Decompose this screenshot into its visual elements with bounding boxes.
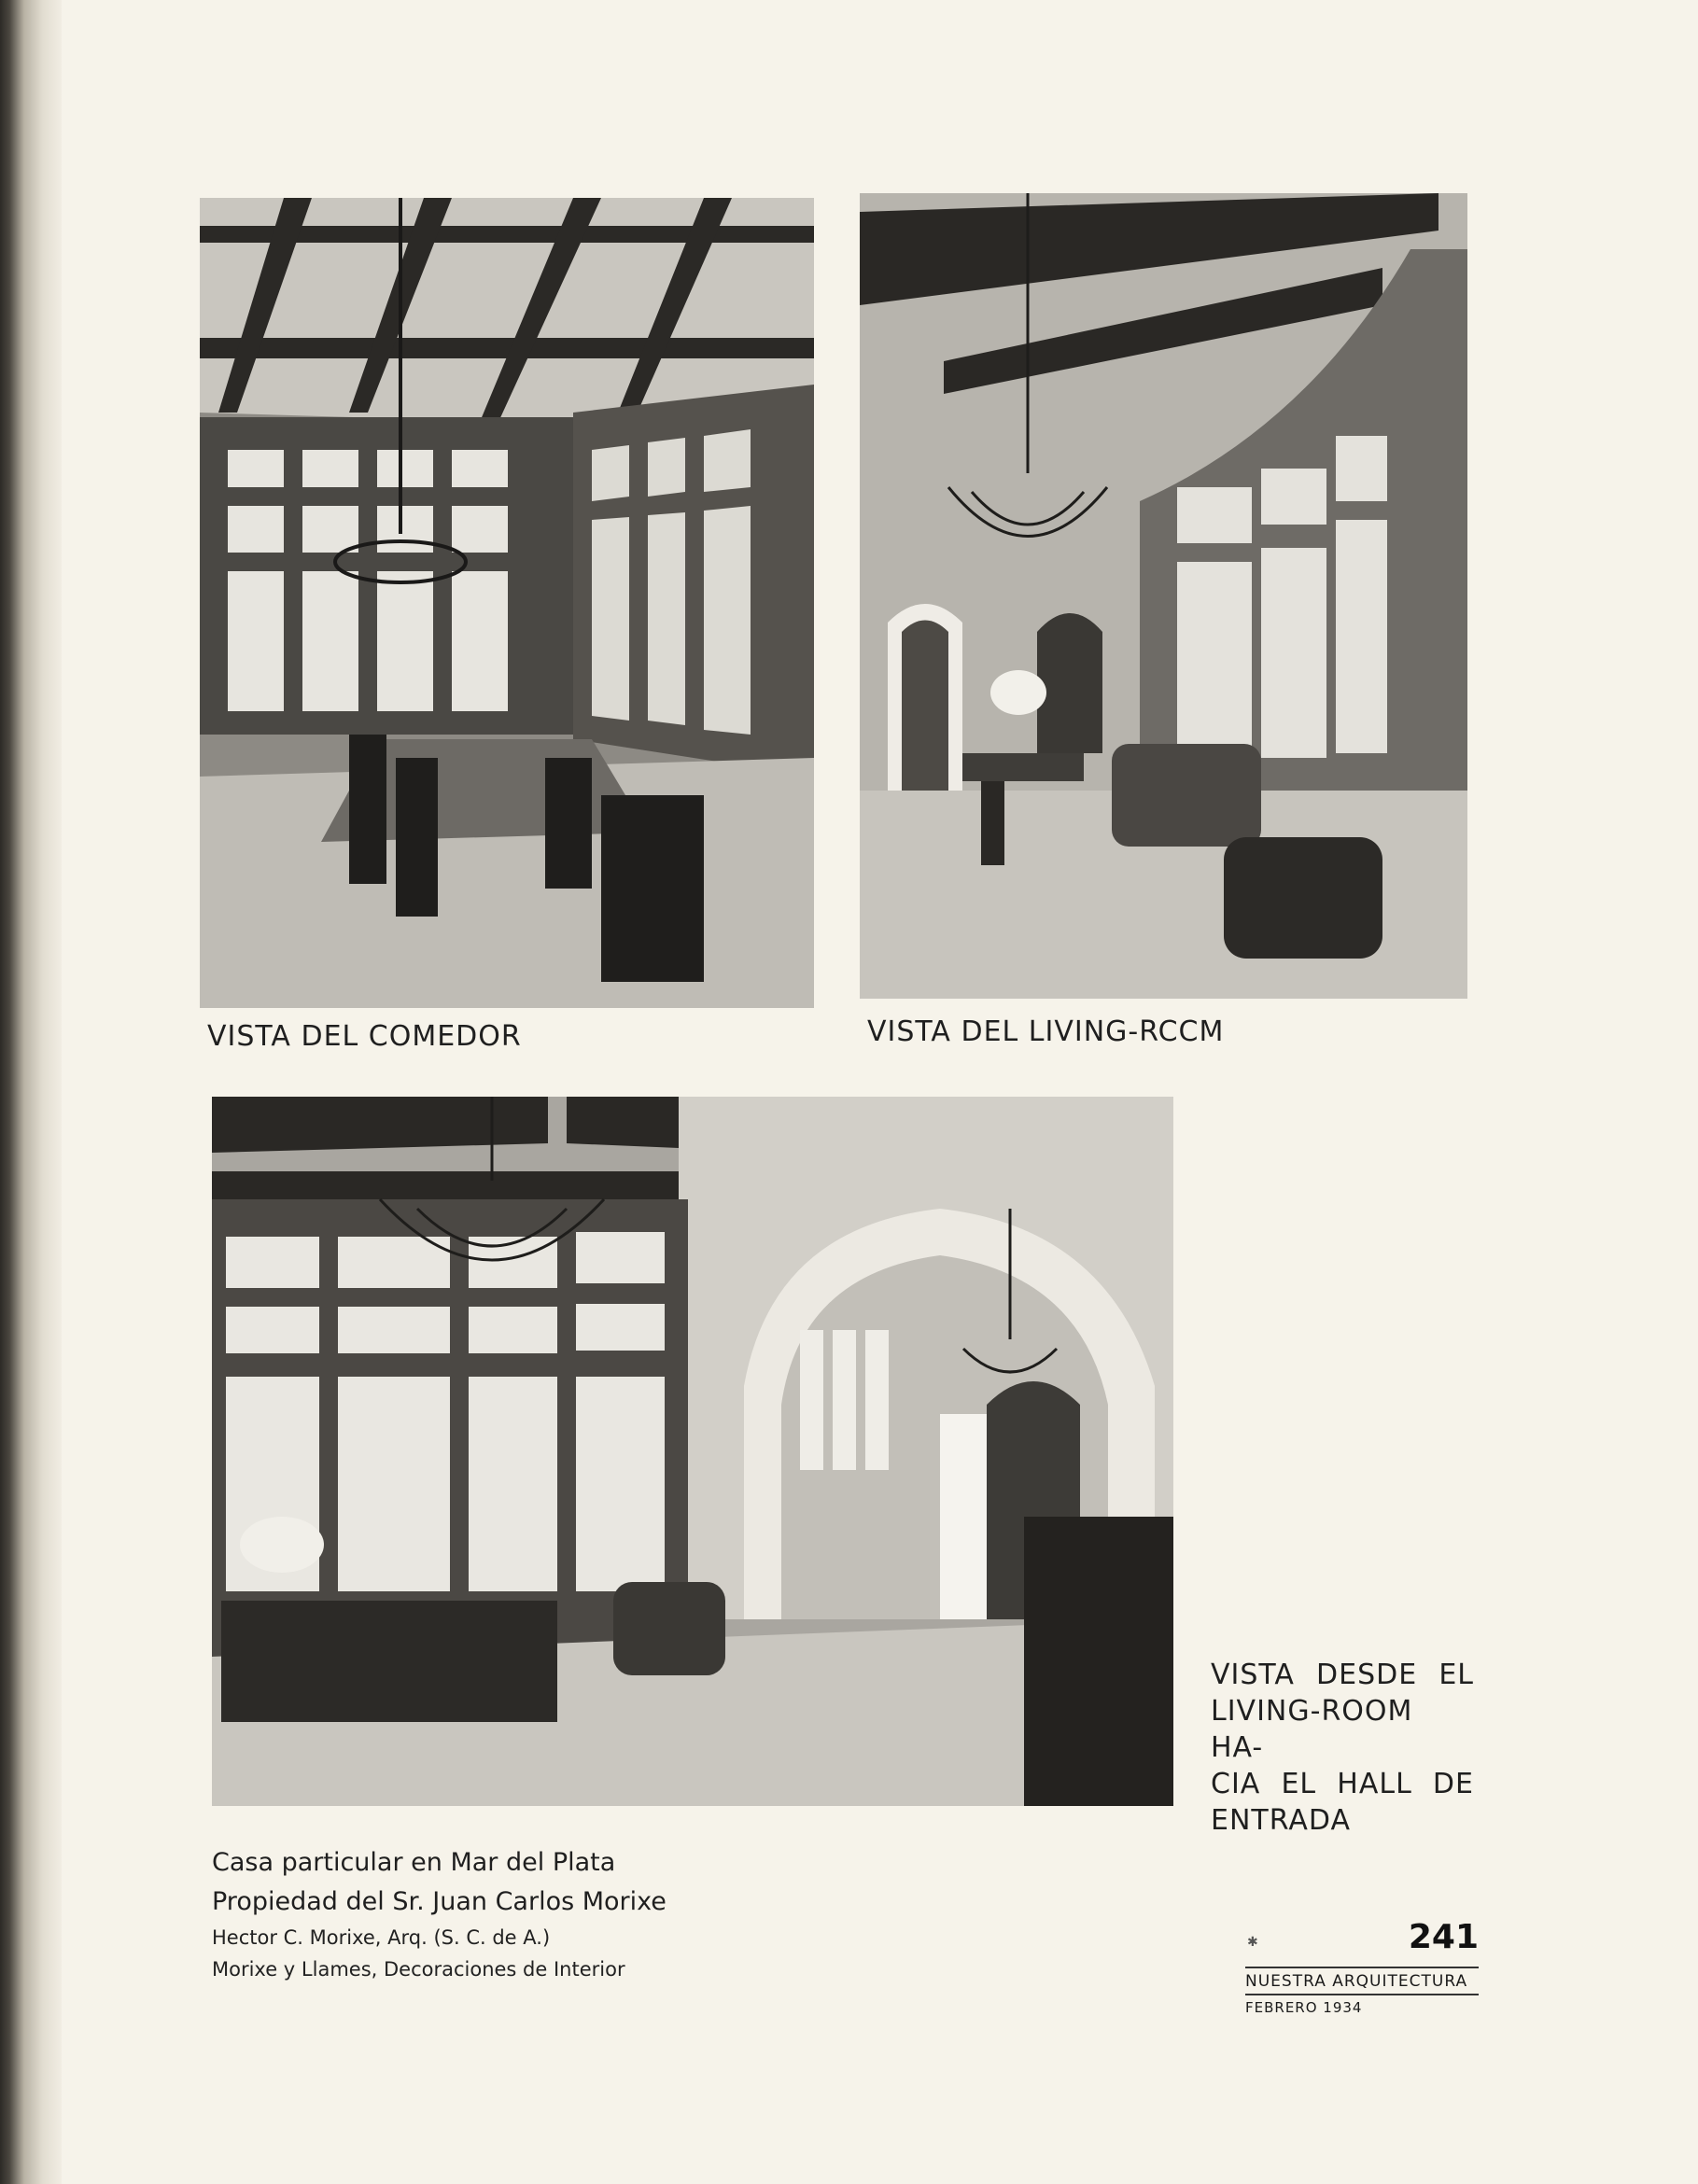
credits-owner: Propiedad del Sr. Juan Carlos Morixe (212, 1887, 667, 1916)
star-ornament-icon: ✱ (1247, 1935, 1258, 1950)
caption-living-room: VISTA DEL LIVING-RCCM (867, 1015, 1225, 1048)
credits-decorators: Morixe y Llames, Decoraciones de Interior (212, 1958, 625, 1981)
credits-block (212, 1843, 667, 1985)
caption-line: ENTRADA (1211, 1804, 1351, 1837)
caption-dining-room: VISTA DEL COMEDOR (207, 1020, 522, 1053)
book-spine-shadow (0, 0, 62, 2184)
caption-line: LIVING-ROOM HA- (1211, 1695, 1413, 1764)
living-room-image (860, 193, 1467, 999)
photo-dining-room (200, 198, 814, 1008)
page-number-row (1245, 1918, 1479, 1968)
credits-architect: Hector C. Morixe, Arq. (S. C. de A.) (212, 1926, 551, 1949)
page-number: 241 (1408, 1918, 1479, 1956)
caption-line: CIA EL HALL DE (1211, 1768, 1474, 1800)
credits-house-title: Casa particular en Mar del Plata (212, 1848, 616, 1877)
photo-living-room (860, 193, 1467, 999)
issue-date: FEBRERO 1934 (1245, 1999, 1363, 2016)
caption-line: VISTA DESDE EL (1211, 1659, 1474, 1691)
caption-living-to-hall (1211, 1657, 1474, 1839)
living-to-hall-image (212, 1097, 1173, 1806)
magazine-name: NUESTRA ARQUITECTURA (1245, 1968, 1479, 1995)
photo-living-to-hall (212, 1097, 1173, 1806)
page-footer (1245, 1918, 1479, 2016)
dining-room-image (200, 198, 814, 1008)
